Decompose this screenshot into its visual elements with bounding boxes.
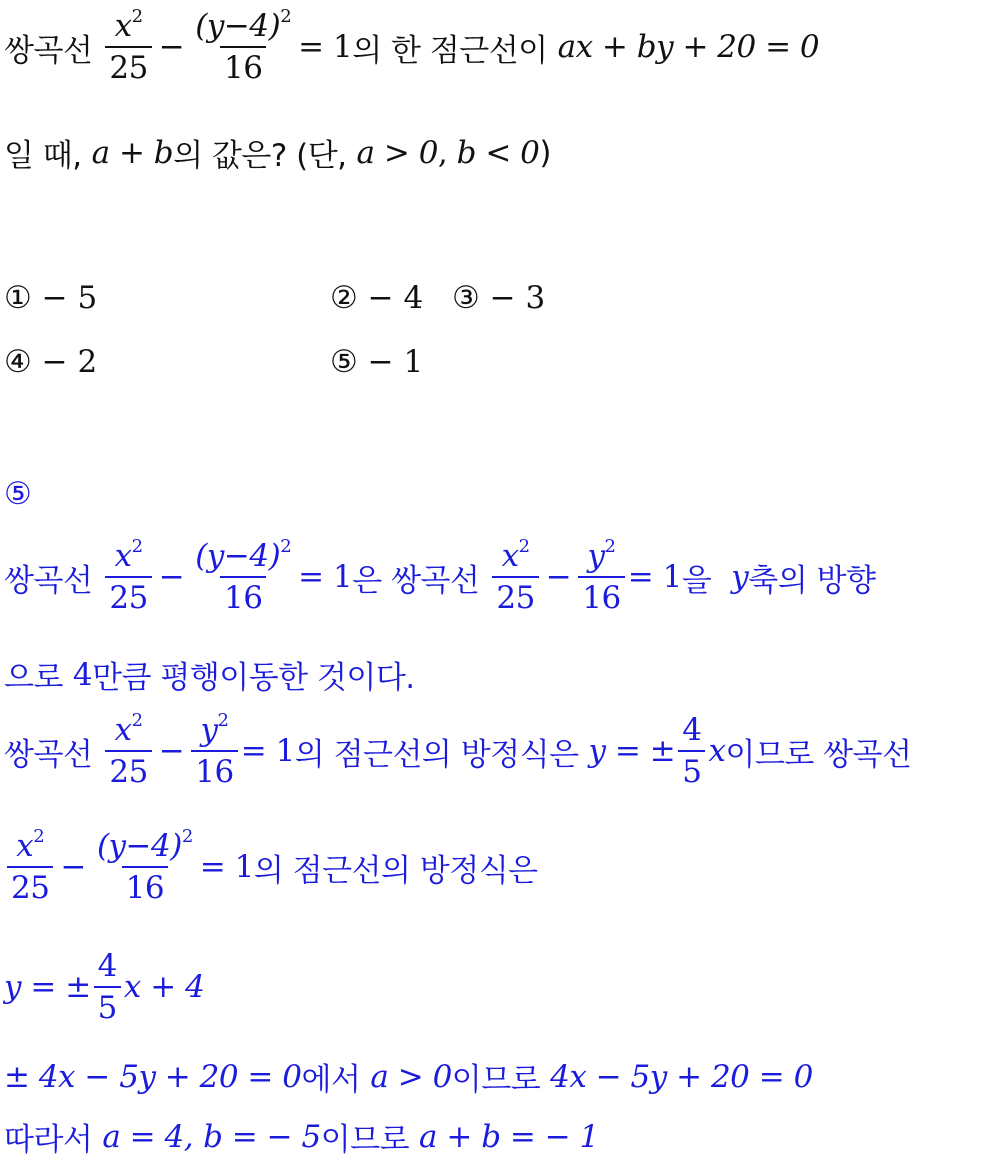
expression: ± 4x − 5y + 20 = 0: [4, 1058, 302, 1095]
fraction-x2-25: $\frac{x^2}{25}$: [105, 536, 151, 618]
solution-text: 쌍곡선: [4, 562, 93, 599]
expression: a = 4,: [102, 1118, 194, 1155]
choice-value: − 2: [41, 344, 98, 380]
variable: y: [731, 559, 749, 595]
fraction-x2-25: $\frac{x^2}{25}$: [492, 536, 538, 618]
condition-a: a > 0: [356, 134, 438, 171]
solution-line-1: 쌍곡선 $\frac{x^2}{25}$ − $\frac{(y-4)^2}{16}$ = 1 은 쌍곡선 $\frac{x^2}{25}$ − $\frac{y^2}{16}$ = 1 을 y 축의 방향: [4, 536, 876, 616]
solution-text: 이므로: [320, 1122, 410, 1158]
choice-2[interactable]: [330, 280, 423, 316]
expression: b = − 5: [203, 1118, 321, 1155]
fraction-x2-25: $\frac{x^2}{25}$: [7, 826, 53, 908]
fraction-4-5: $\frac{4}{5}$: [678, 710, 705, 792]
choice-3[interactable]: [452, 280, 545, 316]
solution-text: 만큼 평행이동한 것이다.: [92, 660, 415, 696]
solution-line-4: $\frac{x^2}{25}$ − $\frac{(y-4)^2}{16}$ = 1 의 점근선의 방정식은: [4, 826, 538, 908]
number: 4: [72, 656, 93, 693]
fraction-x2-25: $\frac{x^2}{25}$: [105, 710, 151, 792]
fraction-y4-16: $\frac{(y-4)^2}{16}$: [96, 826, 193, 906]
solution-text: 에서: [301, 1062, 361, 1098]
choice-value: − 1: [367, 344, 424, 380]
choice-marker: ①: [4, 280, 32, 316]
equation-rhs: = 1: [199, 849, 254, 885]
problem-line-2: 일 때, a + b 의 값은? (단, a > 0 , b < 0 ): [4, 130, 551, 175]
answer-value: ⑤: [4, 476, 32, 512]
expression: 4x − 5y + 20 = 0: [550, 1058, 813, 1095]
fraction-4-5: $\frac{4}{5}$: [94, 946, 121, 1028]
solution-text: 축의 방향: [748, 562, 876, 599]
problem-text: 의 한 점근선이: [352, 32, 548, 69]
problem-text: 의 값은? (단,: [173, 138, 347, 174]
expression: y = ±: [4, 969, 91, 1005]
condition-b: b < 0: [456, 134, 540, 171]
solution-line-5: [4, 946, 204, 1028]
solution-text: 은 쌍곡선: [352, 562, 480, 599]
fraction-y2-16: $\frac{y^2}{16}$: [191, 710, 237, 792]
solution-text: 으로: [4, 660, 63, 696]
solution-text: 쌍곡선: [4, 736, 93, 773]
choice-value: − 4: [367, 280, 424, 316]
solution-line-2: [4, 652, 415, 697]
choice-value: − 3: [489, 280, 546, 316]
fraction-y2-16: $\frac{y^2}{16}$: [578, 536, 624, 618]
expression: y = ±: [588, 733, 676, 769]
problem-text: 쌍곡선: [4, 32, 93, 69]
choice-marker: ⑤: [330, 344, 358, 380]
fraction-y4-16: $\frac{(y-4)^2}{16}$: [195, 536, 292, 616]
problem-line-1: 쌍곡선 $\frac{x^2}{25}$ − $\frac{(y-4)^2}{16}$ = 1 의 한 점근선이 ax + by + 20 = 0: [4, 6, 820, 86]
choice-5[interactable]: [330, 344, 423, 380]
expression: x + 4: [123, 969, 205, 1005]
solution-line-7: [4, 1114, 599, 1159]
equation-rhs: = 1: [298, 559, 353, 595]
solution-text: 의 점근선의 방정식은: [294, 736, 579, 773]
choice-value: − 5: [41, 280, 98, 316]
solution-text: 이므로 쌍곡선: [725, 736, 912, 773]
equation-rhs: = 1: [627, 559, 682, 595]
choice-marker: ②: [330, 280, 358, 316]
solution-text: 을: [681, 562, 712, 599]
fraction-y4-16: $\frac{(y-4)^2}{16}$: [195, 6, 292, 86]
problem-text: 일 때,: [4, 138, 82, 174]
solution-text: 의 점근선의 방정식은: [253, 852, 538, 889]
equation-rhs: = 1: [240, 733, 295, 769]
answer-mark: [4, 476, 31, 512]
solution-line-6: [4, 1054, 813, 1099]
asymptote-equation: ax + by + 20 = 0: [557, 29, 820, 65]
variable: x: [708, 733, 726, 769]
problem-text: ): [539, 134, 551, 171]
solution-line-3: 쌍곡선 $\frac{x^2}{25}$ − $\frac{y^2}{16}$ = 1 의 점근선의 방정식은 y = ± $\frac{4}{5}$ x 이므로 쌍곡선: [4, 710, 912, 790]
condition-a: a > 0: [370, 1058, 452, 1095]
solution-text: 이므로: [451, 1062, 541, 1098]
expression: a + b: [91, 134, 174, 171]
solution-text: 따라서: [4, 1122, 93, 1158]
choice-marker: ③: [452, 280, 480, 316]
final-result: a + b = − 1: [419, 1118, 599, 1155]
choice-4[interactable]: [4, 344, 97, 380]
equation-rhs: = 1: [298, 29, 353, 65]
fraction-x2-25: $\frac{x^2}{25}$: [105, 6, 151, 88]
choice-marker: ④: [4, 344, 32, 380]
choice-1[interactable]: [4, 280, 97, 316]
